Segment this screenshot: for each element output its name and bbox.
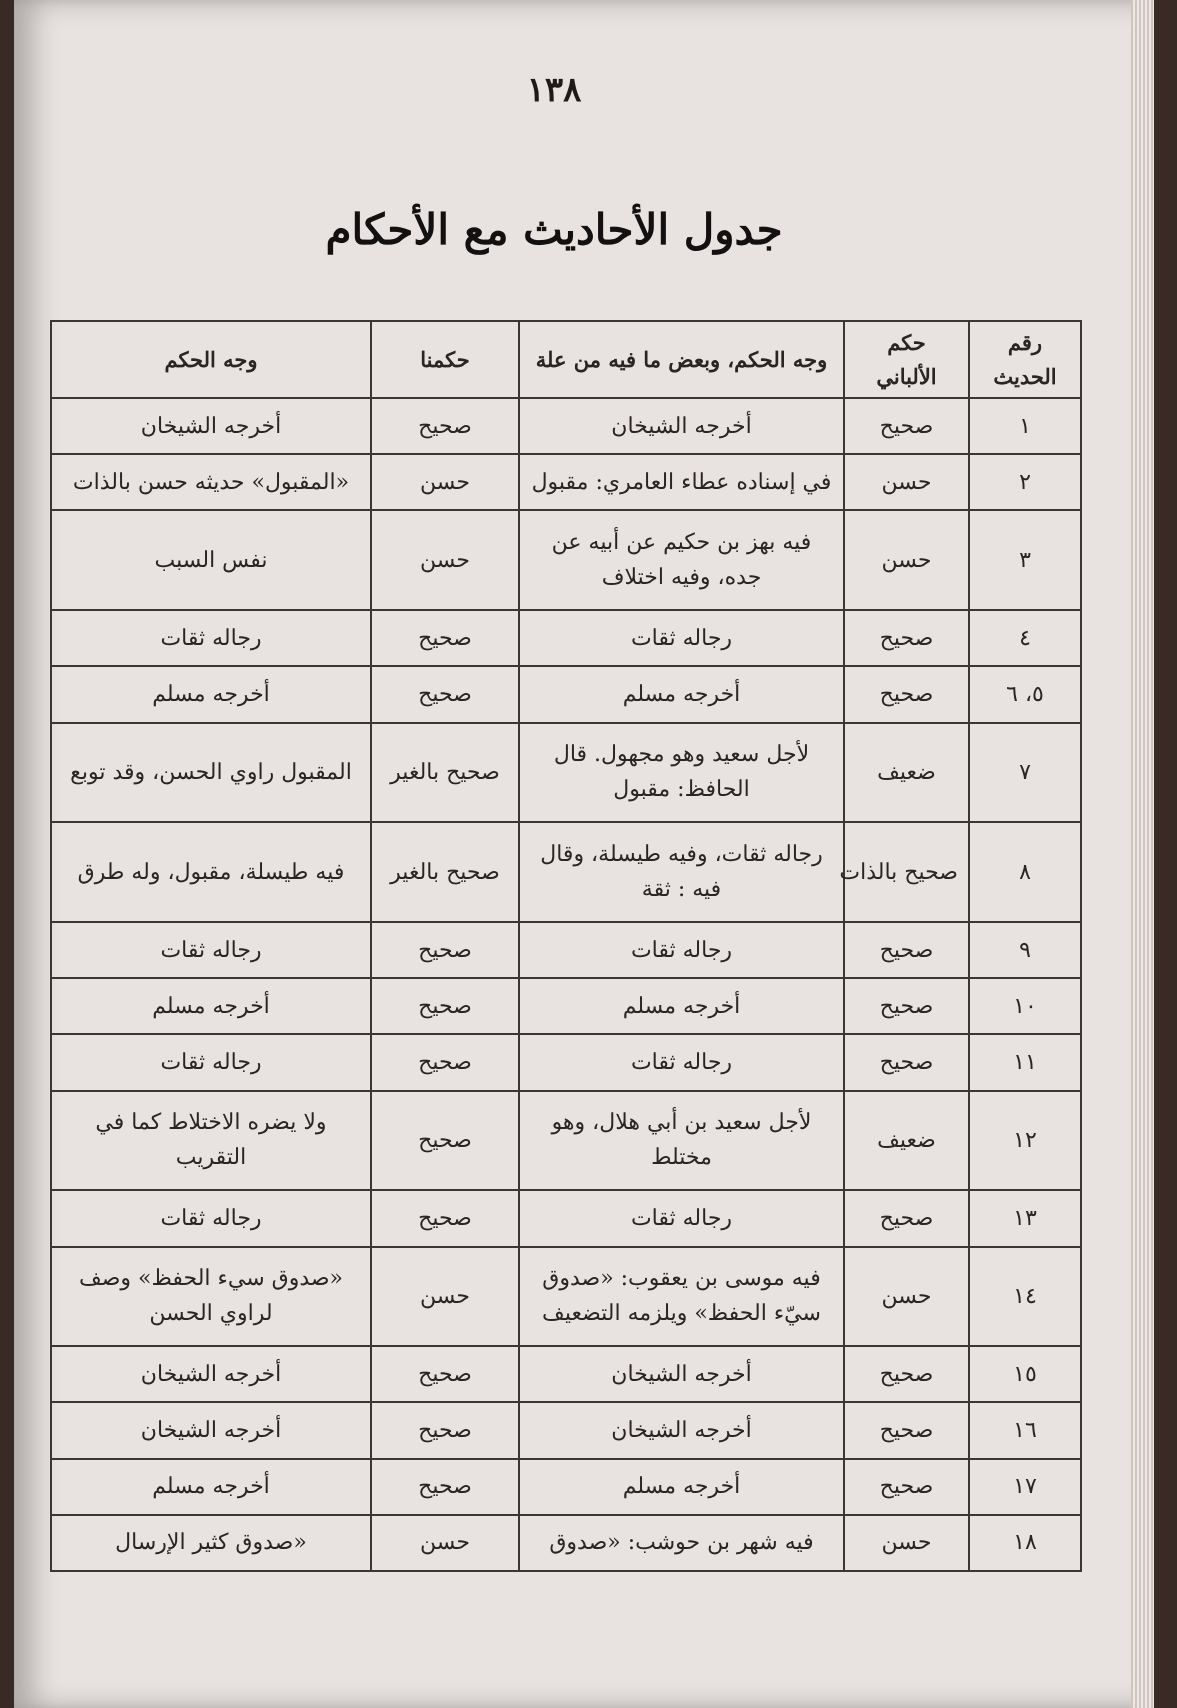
header-our-reason: وجه الحكم xyxy=(51,321,371,398)
albani-reason-cell: فيه شهر بن حوشب: «صدوق xyxy=(519,1515,844,1571)
albani-ruling-cell: حسن xyxy=(844,510,969,610)
our-ruling-cell: صحيح xyxy=(371,666,519,722)
table-row xyxy=(51,978,1081,1034)
table-row xyxy=(51,510,1081,610)
albani-ruling-cell: صحيح xyxy=(844,1190,969,1246)
albani-ruling-cell: صحيح xyxy=(844,610,969,666)
albani-reason-cell: أخرجه الشيخان xyxy=(519,398,844,454)
hadith-rulings-table xyxy=(50,320,1082,1572)
table-row xyxy=(51,1402,1081,1458)
our-reason-cell: «المقبول» حديثه حسن بالذات xyxy=(51,454,371,510)
albani-ruling-cell: ضعيف xyxy=(844,1091,969,1191)
hadith-number-cell: ٢ xyxy=(969,454,1081,510)
our-reason-cell: أخرجه مسلم xyxy=(51,978,371,1034)
albani-reason-cell: رجاله ثقات xyxy=(519,922,844,978)
table-row xyxy=(51,454,1081,510)
albani-ruling-cell: حسن xyxy=(844,1515,969,1571)
table-row xyxy=(51,822,1081,922)
albani-ruling-cell: صحيح xyxy=(844,1402,969,1458)
albani-ruling-cell: صحيح بالذات xyxy=(844,822,969,922)
table-header-row xyxy=(51,321,1081,398)
our-ruling-cell: صحيح xyxy=(371,1346,519,1402)
albani-ruling-cell: صحيح xyxy=(844,978,969,1034)
albani-reason-cell: أخرجه مسلم xyxy=(519,1459,844,1515)
table-row xyxy=(51,1459,1081,1515)
our-ruling-cell: صحيح xyxy=(371,978,519,1034)
our-reason-cell: «صدوق سيء الحفظ» وصف لراوي الحسن xyxy=(51,1247,371,1347)
our-reason-cell: المقبول راوي الحسن، وقد توبع xyxy=(51,723,371,823)
our-ruling-cell: صحيح xyxy=(371,1459,519,1515)
hadith-number-cell: ١٧ xyxy=(969,1459,1081,1515)
hadith-number-cell: ١٠ xyxy=(969,978,1081,1034)
header-number: رقم الحديث xyxy=(969,321,1081,398)
table-body xyxy=(51,398,1081,1571)
our-ruling-cell: حسن xyxy=(371,510,519,610)
our-ruling-cell: حسن xyxy=(371,1247,519,1347)
hadith-number-cell: ٧ xyxy=(969,723,1081,823)
our-reason-cell: رجاله ثقات xyxy=(51,1190,371,1246)
albani-ruling-cell: صحيح xyxy=(844,666,969,722)
hadith-number-cell: ١١ xyxy=(969,1034,1081,1090)
albani-reason-cell: رجاله ثقات xyxy=(519,1034,844,1090)
our-reason-cell: فيه طيسلة، مقبول، وله طرق xyxy=(51,822,371,922)
hadith-number-cell: ٩ xyxy=(969,922,1081,978)
albani-ruling-cell: صحيح xyxy=(844,1034,969,1090)
our-reason-cell: أخرجه الشيخان xyxy=(51,1346,371,1402)
hadith-number-cell: ١٣ xyxy=(969,1190,1081,1246)
our-reason-cell: أخرجه الشيخان xyxy=(51,398,371,454)
table-row xyxy=(51,1091,1081,1191)
albani-reason-cell: فيه بهز بن حكيم عن أبيه عن جده، وفيه اختلاف xyxy=(519,510,844,610)
our-reason-cell: أخرجه مسلم xyxy=(51,1459,371,1515)
table-row xyxy=(51,1190,1081,1246)
albani-ruling-cell: صحيح xyxy=(844,922,969,978)
albani-reason-cell: رجاله ثقات xyxy=(519,610,844,666)
hadith-number-cell: ٣ xyxy=(969,510,1081,610)
table-row xyxy=(51,1515,1081,1571)
our-reason-cell: رجاله ثقات xyxy=(51,1034,371,1090)
our-ruling-cell: حسن xyxy=(371,1515,519,1571)
page-edges xyxy=(1131,0,1154,1708)
table-row xyxy=(51,398,1081,454)
albani-reason-cell: لأجل سعيد وهو مجهول. قال الحافظ: مقبول xyxy=(519,723,844,823)
header-albani-reason: وجه الحكم، وبعض ما فيه من علة xyxy=(519,321,844,398)
table-row xyxy=(51,922,1081,978)
hadith-number-cell: ١٢ xyxy=(969,1091,1081,1191)
our-ruling-cell: صحيح xyxy=(371,1402,519,1458)
albani-ruling-cell: ضعيف xyxy=(844,723,969,823)
our-ruling-cell: صحيح xyxy=(371,1190,519,1246)
book-page xyxy=(14,0,1154,1708)
albani-reason-cell: رجاله ثقات، وفيه طيسلة، وقال فيه : ثقة xyxy=(519,822,844,922)
our-ruling-cell: صحيح xyxy=(371,398,519,454)
page-title: جدول الأحاديث مع الأحكام xyxy=(325,205,783,254)
our-ruling-cell: حسن xyxy=(371,454,519,510)
table-row xyxy=(51,1247,1081,1347)
our-reason-cell: أخرجه مسلم xyxy=(51,666,371,722)
hadith-number-cell: ١ xyxy=(969,398,1081,454)
our-reason-cell: أخرجه الشيخان xyxy=(51,1402,371,1458)
hadith-number-cell: ٥، ٦ xyxy=(969,666,1081,722)
our-reason-cell: رجاله ثقات xyxy=(51,922,371,978)
table-row xyxy=(51,666,1081,722)
header-our-ruling: حكمنا xyxy=(371,321,519,398)
our-ruling-cell: صحيح بالغير xyxy=(371,723,519,823)
albani-reason-cell: أخرجه الشيخان xyxy=(519,1402,844,1458)
our-reason-cell: نفس السبب xyxy=(51,510,371,610)
table-row xyxy=(51,1346,1081,1402)
albani-reason-cell: أخرجه مسلم xyxy=(519,978,844,1034)
our-reason-cell: رجاله ثقات xyxy=(51,610,371,666)
table-row xyxy=(51,610,1081,666)
hadith-number-cell: ١٥ xyxy=(969,1346,1081,1402)
hadith-number-cell: ١٨ xyxy=(969,1515,1081,1571)
albani-ruling-cell: حسن xyxy=(844,454,969,510)
hadith-number-cell: ٤ xyxy=(969,610,1081,666)
albani-reason-cell: أخرجه الشيخان xyxy=(519,1346,844,1402)
table-row xyxy=(51,1034,1081,1090)
hadith-number-cell: ٨ xyxy=(969,822,1081,922)
albani-reason-cell: أخرجه مسلم xyxy=(519,666,844,722)
our-ruling-cell: صحيح xyxy=(371,1034,519,1090)
hadith-number-cell: ١٦ xyxy=(969,1402,1081,1458)
header-albani-ruling: حكم الألباني xyxy=(844,321,969,398)
albani-reason-cell: فيه موسى بن يعقوب: «صدوق سيّء الحفظ» ويلزمه التضعيف xyxy=(519,1247,844,1347)
albani-reason-cell: رجاله ثقات xyxy=(519,1190,844,1246)
our-ruling-cell: صحيح بالغير xyxy=(371,822,519,922)
albani-ruling-cell: صحيح xyxy=(844,1459,969,1515)
albani-reason-cell: في إسناده عطاء العامري: مقبول xyxy=(519,454,844,510)
albani-ruling-cell: حسن xyxy=(844,1247,969,1347)
albani-ruling-cell: صحيح xyxy=(844,1346,969,1402)
page-number: ١٣٨ xyxy=(526,70,582,110)
our-ruling-cell: صحيح xyxy=(371,610,519,666)
our-reason-cell: «صدوق كثير الإرسال xyxy=(51,1515,371,1571)
albani-reason-cell: لأجل سعيد بن أبي هلال، وهو مختلط xyxy=(519,1091,844,1191)
our-reason-cell: ولا يضره الاختلاط كما في التقريب xyxy=(51,1091,371,1191)
our-ruling-cell: صحيح xyxy=(371,1091,519,1191)
hadith-number-cell: ١٤ xyxy=(969,1247,1081,1347)
albani-ruling-cell: صحيح xyxy=(844,398,969,454)
our-ruling-cell: صحيح xyxy=(371,922,519,978)
table-row xyxy=(51,723,1081,823)
